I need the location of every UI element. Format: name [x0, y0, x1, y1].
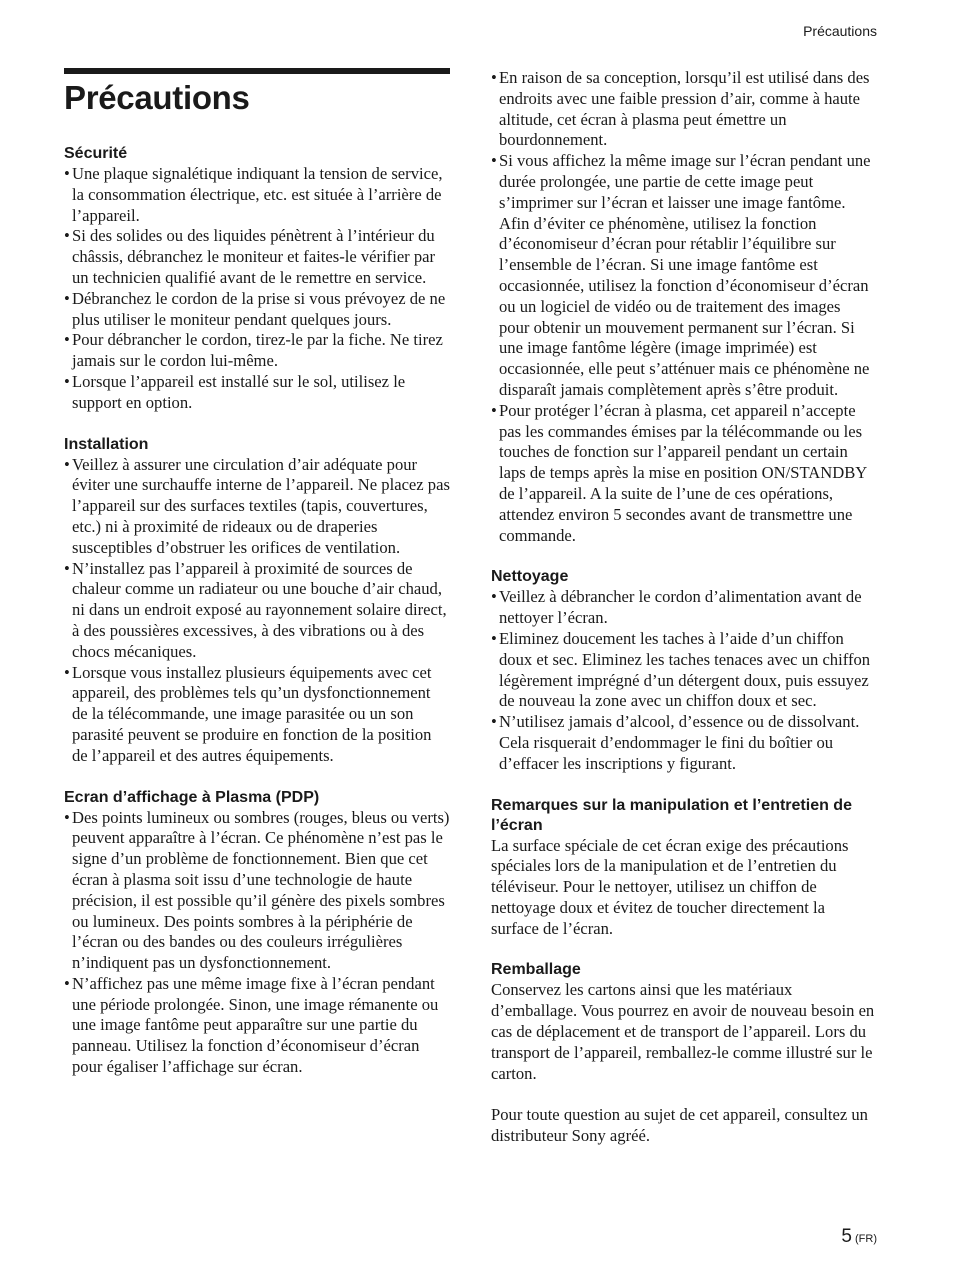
section-heading-nettoyage: Nettoyage	[491, 568, 569, 586]
list-item: • Si vous affichez la même image sur l’écran pendant une durée prolongée, une partie de cette image peut s’imprimer sur l’écran et laisser une image fantôme. Afin d’éviter ce phénomène, utilisez la fonction d’économiseur d’écran pour rétablir l’équilibre sur l’ensemble de l’écran. Si une image fantôme est occasionnée, utilisez la fonction d’économiseur d’écran ou un logiciel de vidéo ou de traitement des images pour obtenir un mouvement permanent sur l’écran. Si une image fantôme légère (image imprimée) est occasionnée, elle peut s’atténuer mais ce phénomène ne disparaît jamais complètement après s’être produit.	[491, 151, 875, 401]
section-heading-remballage: Remballage	[491, 961, 581, 979]
installation-list	[64, 455, 450, 767]
closing-text: Pour toute question au sujet de cet appareil, consultez un distributeur Sony agréé.	[491, 1105, 868, 1146]
nettoyage-list	[491, 587, 875, 774]
list-item: • Des points lumineux ou sombres (rouges, bleus ou verts) peuvent apparaître à l’écran. Ce phénomène n’est pas le signe d’un problème de fonctionnement. Bien que cet écran à plasma soit issu d’une technologie de haute précision, il est possible qu’il génère des pixels sombres ou lumineux. Des points sombres à la périphérie de l’écran ou des bandes ou des couleurs irrégulières n’indiquent pas un dysfonctionnement.	[64, 808, 450, 974]
section-heading-installation: Installation	[64, 435, 149, 453]
language-code: (FR)	[855, 1233, 877, 1245]
right-column	[491, 68, 875, 1147]
list-item: • Pour débrancher le cordon, tirez-le par la fiche. Ne tirez jamais sur le cordon lui-même.	[64, 330, 450, 372]
securite-list	[64, 164, 450, 414]
list-item: • N’utilisez jamais d’alcool, d’essence ou de dissolvant. Cela risquerait d’endommager le fini du boîtier ou d’effacer les inscriptions y figurant.	[491, 712, 875, 774]
ecran-list-left	[64, 808, 450, 1078]
remarques-text: La surface spéciale de cet écran exige des précautions spéciales lors de la manipulation et de l’entretien du téléviseur. Pour le nettoyer, utilisez un chiffon de nettoyage doux et évitez de toucher directement la surface de l’écran.	[491, 835, 849, 938]
remballage-text: Conservez les cartons ainsi que les matériaux d’emballage. Vous pourrez en avoir de nouveau besoin en cas de déplacement et de transport de l’appareil. Lors du transport de l’appareil, remballez-le comme illustré sur le carton.	[491, 980, 875, 1083]
section-heading-ecran: Ecran d’affichage à Plasma (PDP)	[64, 788, 320, 806]
list-item: • Veillez à assurer une circulation d’air adéquate pour éviter une surchauffe interne de l’appareil. Ne placez pas l’appareil sur des surfaces textiles (tapis, couvertures, etc.) ni à proximité de rideaux ou de draperies susceptibles d’obstruer les orifices de ventilation.	[64, 455, 450, 559]
list-item: • Une plaque signalétique indiquant la tension de service, la consommation électrique, etc. est située à l’arrière de l’appareil.	[64, 164, 450, 226]
list-item: • Débranchez le cordon de la prise si vous prévoyez de ne plus utiliser le moniteur pendant quelques jours.	[64, 289, 450, 331]
list-item: • Eliminez doucement les taches à l’aide d’un chiffon doux et sec. Eliminez les taches tenaces avec un chiffon légèrement imprégné d’un détergent doux, puis essuyez de nouveau la zone avec un chiffon doux et sec.	[491, 629, 875, 712]
list-item: • Si des solides ou des liquides pénètrent à l’intérieur du châssis, débranchez le moniteur et faites-le vérifier par un technicien qualifié avant de le remettre en service.	[64, 226, 450, 288]
page-title: Précautions	[64, 79, 250, 116]
list-item: • N’affichez pas une même image fixe à l’écran pendant une période prolongée. Sinon, une image rémanente ou une image fantôme peut apparaître sur une partie du panneau. Utilisez la fonction d’économiseur d’écran pour égaliser l’affichage sur écran.	[64, 974, 450, 1078]
list-item: • N’installez pas l’appareil à proximité de sources de chaleur comme un radiateur ou une bouche d’air chaud, ni dans un endroit exposé au rayonnement solaire direct, à des poussières excessives, à des vibrations ou à des chocs mécaniques.	[64, 559, 450, 663]
left-column	[64, 68, 450, 1078]
list-item: • Pour protéger l’écran à plasma, cet appareil n’accepte pas les commandes émises par la télécommande ou les touches de fonction sur l’appareil pendant un certain laps de temps après la mise en position ON/STANDBY de l’appareil. A la suite de l’une de ces opérations, attendez environ 5 secondes avant de transmettre une commande.	[491, 401, 875, 547]
section-heading-securite: Sécurité	[64, 145, 128, 162]
list-item: • Veillez à débrancher le cordon d’alimentation avant de nettoyer l’écran.	[491, 587, 875, 629]
list-item: • Lorsque vous installez plusieurs équipements avec cet appareil, des problèmes tels qu’un dysfonctionnement de la télécommande, une image parasitée ou un son parasité peuvent se produire en fonction de la position de l’appareil et des autres équipements.	[64, 663, 450, 767]
running-head: Précautions	[803, 23, 877, 39]
list-item: • Lorsque l’appareil est installé sur le sol, utilisez le support en option.	[64, 372, 450, 414]
title-rule	[64, 68, 450, 74]
ecran-list-right	[491, 68, 875, 546]
page-number-value: 5	[841, 1226, 852, 1247]
section-heading-remarques: Remarques sur la manipulation et l’entretien de l’écran	[491, 796, 852, 834]
page-number	[841, 1226, 877, 1248]
list-item: • En raison de sa conception, lorsqu’il est utilisé dans des endroits avec une faible pression d’air, comme à haute altitude, cet écran à plasma peut émettre un bourdonnement.	[491, 68, 875, 151]
